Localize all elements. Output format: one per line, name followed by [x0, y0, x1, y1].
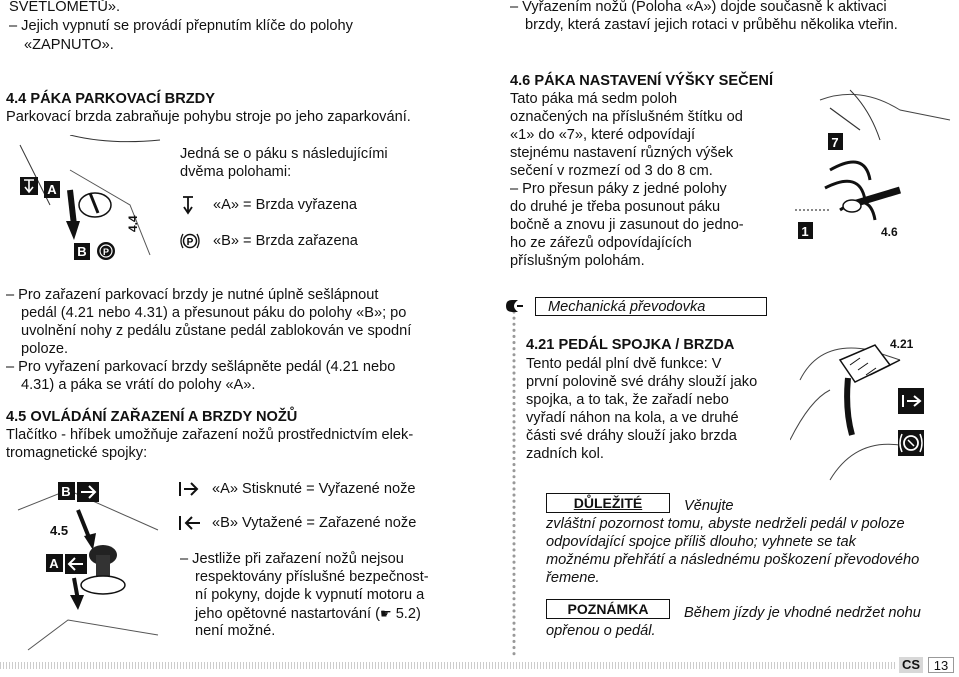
important-label: DŮLEŽITÉ: [546, 493, 670, 513]
text-4-6-line-8: bočně a znovu ji zasunout do jedno-: [510, 217, 744, 233]
text-4-5-line-2: tromagnetické spojky:: [6, 445, 148, 461]
text-4-6-line-1: Tato páka má sedm poloh: [510, 91, 678, 107]
bullet-4-4-5: – Pro vyřazení parkovací brzdy sešlápněte pedál (4.21 nebo: [6, 359, 396, 375]
note-4-5-line-3: ní pokyny, dojde k vypnutí motoru a: [195, 587, 425, 603]
important-line-4: možnému přehřátí a následnému poškození převodového: [546, 552, 920, 568]
note-4-5-line-5: není možné.: [195, 623, 276, 639]
pos-b-4-4: «B» = Brzda zařazena: [213, 233, 358, 249]
fig421-number: 4.21: [890, 337, 914, 351]
pointing-hand-icon: ☛: [379, 606, 392, 621]
heading-4-4: 4.4 PÁKA PARKOVACÍ BRZDY: [6, 91, 215, 107]
desc-4-4-line-2: dvěma polohami:: [180, 164, 292, 180]
figure-4-4: [10, 135, 170, 270]
fig44-b-label: B: [77, 244, 87, 259]
right-top-line-1: – Vyřazením nožů (Poloha «A») dojde současně k aktivaci: [510, 0, 887, 15]
important-line-3: odpovídající spojce příliš dlouho; vyhnete se tak: [546, 534, 856, 550]
bullet-4-4-3: uvolnění nohy z pedálu zůstane pedál zablokován ve spodní: [21, 323, 412, 339]
fig44-a-label: A: [47, 182, 57, 197]
note-line-1: Během jízdy je vhodné nedržet nohu: [684, 605, 921, 621]
text-4-6-line-9: ho ze zářezů odpovídajících: [510, 235, 692, 251]
text-4-21-line-6: zadních kol.: [526, 446, 604, 462]
text-4-6-line-5: sečení v rozmezí od 3 do 8 cm.: [510, 163, 713, 179]
bullet-4-4-4: poloze.: [21, 341, 69, 357]
mechanical-transmission-label: Mechanická převodovka: [535, 297, 767, 316]
fig46-number: 4.6: [881, 225, 898, 239]
release-arrow-icon: [181, 195, 195, 215]
footer-rule: [0, 662, 895, 669]
text-4-6-line-3: «1» do «7», které odpovídají: [510, 127, 695, 143]
blade-engage-icon: [178, 514, 204, 532]
figure-4-21: [790, 330, 955, 490]
text-4-21-line-3: spojka, a to tak, že zařadí nebo: [526, 392, 729, 408]
blade-disengage-icon: [178, 480, 200, 498]
intro-line-2: – Jejich vypnutí se provádí přepnutím klíče do polohy: [9, 18, 353, 34]
fig44-number: 4.4: [126, 215, 140, 232]
fig45-number: 4.5: [50, 523, 69, 538]
right-top-line-2: brzdy, která zastaví jejich rotaci v průběhu několika vteřin.: [525, 17, 898, 33]
svg-text:P: P: [186, 237, 194, 248]
text-4-5-line-1: Tlačítko - hříbek umožňuje zařazení nožů prostřednictvím elek-: [6, 427, 414, 443]
fig45-b-label: B: [61, 484, 71, 499]
heading-4-5: 4.5 OVLÁDÁNÍ ZAŘAZENÍ A BRZDY NOŽŮ: [6, 409, 298, 425]
text-4-21-line-2: první polovině své dráhy slouží jako: [526, 374, 758, 390]
pos-a-4-5: «A» Stisknuté = Vyřazené nože: [212, 481, 416, 497]
text-4-21-line-4: vyřadí náhon na kola, a ve druhé: [526, 410, 739, 426]
figure-4-5: [8, 470, 168, 660]
bullet-4-4-1: – Pro zařazení parkovací brzdy je nutné úplně sešlápnout: [6, 287, 379, 303]
mechanical-transmission-icon: [504, 298, 524, 314]
page-number: 13: [928, 657, 954, 673]
intro-line-1: SVĚTLOMETŮ».: [9, 0, 121, 15]
heading-4-21: 4.21 PEDÁL SPOJKA / BRZDA: [526, 337, 735, 353]
important-line-1: Věnujte: [684, 498, 734, 514]
desc-4-4-line-1: Jedná se o páku s následujícími: [180, 146, 388, 162]
intro-line-3: «ZAPNUTO».: [24, 37, 114, 53]
fig46-1-label: 1: [801, 224, 809, 239]
language-badge: CS: [899, 657, 923, 673]
note-4-5-line-1: – Jestliže při zařazení nožů nejsou: [180, 551, 404, 567]
pos-a-4-4: «A» = Brzda vyřazena: [213, 197, 357, 213]
dotted-separator: [508, 312, 520, 657]
fig45-a-label: A: [49, 556, 59, 571]
pos-b-4-5: «B» Vytažené = Zařazené nože: [212, 515, 417, 531]
fig46-7-label: 7: [831, 135, 839, 150]
text-4-6-line-10: příslušným polohám.: [510, 253, 645, 269]
svg-text:P: P: [102, 247, 110, 257]
heading-4-6: 4.6 PÁKA NASTAVENÍ VÝŠKY SEČENÍ: [510, 73, 774, 89]
text-4-21-line-5: části své dráhy slouží jako brzda: [526, 428, 737, 444]
text-4-6-line-6: – Pro přesun páky z jedné polohy: [510, 181, 727, 197]
text-4-6-line-7: do druhé je třeba posunout páku: [510, 199, 721, 215]
note-line-2: opřenou o pedál.: [546, 623, 656, 639]
note-label: POZNÁMKA: [546, 599, 670, 619]
text-4-21-line-1: Tento pedál plní dvě funkce: V: [526, 356, 722, 372]
parking-brake-icon: [180, 231, 200, 251]
important-line-2: zvláštní pozornost tomu, abyste nedrželi pedál v poloze: [546, 516, 905, 532]
important-line-5: řemene.: [546, 570, 600, 586]
note-4-5-line-2: respektovány příslušné bezpečnost-: [195, 569, 429, 585]
note-4-5-line-4: jeho opětovné nastartování (☛ 5.2): [195, 606, 421, 622]
text-4-6-line-4: stejnému nastavení různých výšek: [510, 145, 734, 161]
bullet-4-4-6: 4.31) a páka se vrátí do polohy «A».: [21, 377, 256, 393]
text-4-6-line-2: označených na příslušném štítku od: [510, 109, 743, 125]
figure-4-6: [790, 80, 955, 250]
bullet-4-4-2: pedál (4.21 nebo 4.31) a přesunout páku do polohy «B»; po: [21, 305, 407, 321]
text-4-4: Parkovací brzda zabraňuje pohybu stroje po jeho zaparkování.: [6, 109, 411, 125]
